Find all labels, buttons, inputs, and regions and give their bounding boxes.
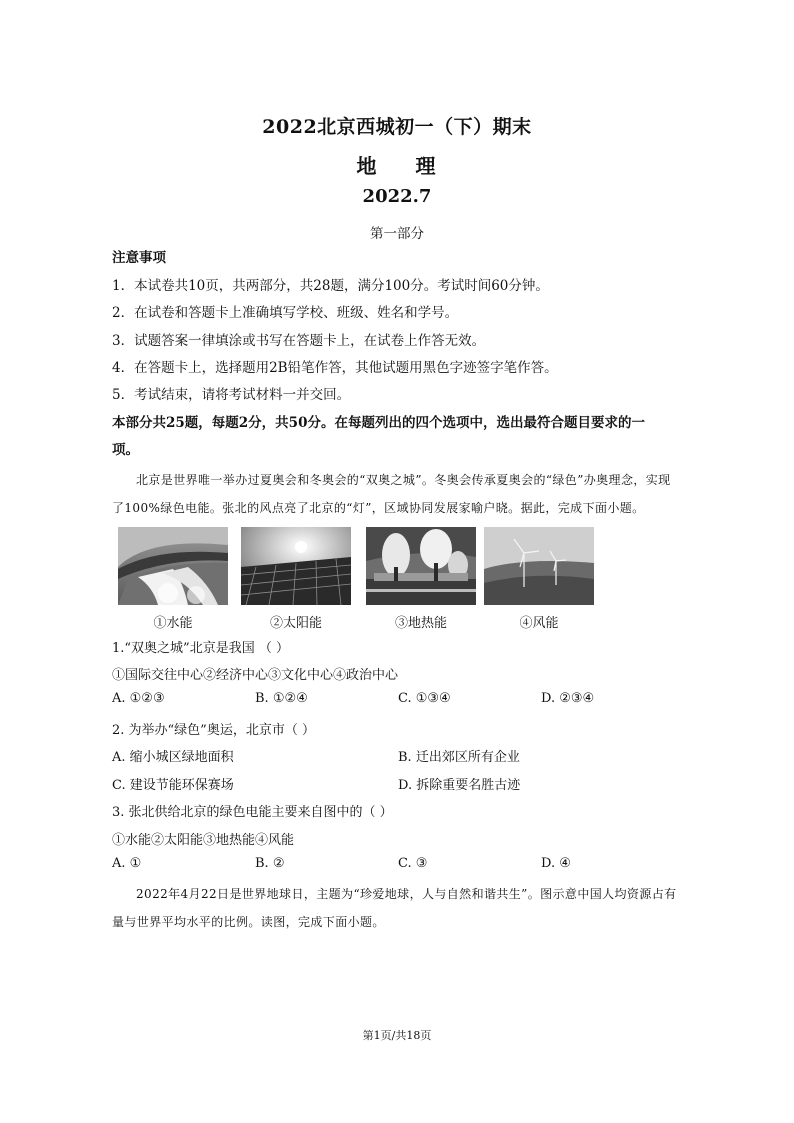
notice-item-5: 5．考试结束，请将考试材料一并交回。 — [112, 387, 351, 403]
question-3-stem: 3. 张北供给北京的绿色电能主要来自图中的（ ） — [112, 805, 393, 820]
question-3-option-c: C. ③ — [398, 856, 428, 871]
question-1-statement: ①国际交往中心②经济中心③文化中心④政治中心 — [112, 668, 399, 683]
question-2-option-b: B. 迁出郊区所有企业 — [398, 750, 520, 765]
question-3-option-d: D. ④ — [541, 856, 571, 871]
page-footer: 第1页/共18页 — [362, 1029, 432, 1042]
question-1-option-c: C. ①③④ — [398, 691, 451, 706]
question-2-option-a: A. 缩小城区绿地面积 — [112, 750, 234, 765]
notice-item-1: 1．本试卷共10页，共两部分，共28题，满分100分。考试时间60分钟。 — [112, 278, 549, 294]
question-1-stem: 1.“双奥之城”北京是我国 （ ） — [112, 641, 289, 656]
passage-2: 2022年4月22日是世界地球日，主题为“珍爱地球，人与自然和谐共生”。图示意中国人均资源占有量与世界平均水平的比例。读图，完成下面小题。 — [112, 887, 677, 929]
page-title: 2022北京西城初一（下）期末 — [262, 116, 532, 138]
geothermal-plant-photo — [366, 527, 476, 605]
question-1-option-d: D. ②③④ — [541, 691, 595, 706]
section-intro-line1: 本部分共25题，每题2分，共50分。在每题列出的四个选项中，选出最符合题目要求的一 — [112, 415, 645, 431]
question-2-stem: 2. 为举办“绿色”奥运，北京市（ ） — [112, 723, 315, 738]
image-caption-hydro: ①水能 — [153, 616, 193, 631]
solar-panel-photo — [241, 527, 351, 605]
question-1-option-b: B. ①②④ — [255, 691, 308, 706]
question-3-option-b: B. ② — [255, 856, 285, 871]
question-2-option-c: C. 建设节能环保赛场 — [112, 778, 234, 793]
subject-title: 地 理 — [356, 154, 438, 178]
notice-item-4: 4．在答题卡上，选择题用2B铅笔作答，其他试题用黑色字迹签字笔作答。 — [112, 360, 558, 376]
image-caption-geothermal: ③地热能 — [394, 616, 447, 631]
passage-1: 北京是世界唯一举办过夏奥会和冬奥会的“双奥之城”。冬奥会传承夏奥会的“绿色”办奥理念，实现了100%绿色电能。张北的风点亮了北京的“灯”，区域协同发展家喻户晓。据此，完成下面小题。 — [112, 473, 671, 515]
hydropower-dam-photo — [118, 527, 228, 605]
notice-item-3: 3．试题答案一律填涂或书写在答题卡上，在试卷上作答无效。 — [112, 333, 486, 349]
exam-date: 2022.7 — [362, 186, 432, 207]
question-3-option-a: A. ① — [112, 856, 142, 871]
wind-turbine-photo — [484, 527, 594, 605]
section-intro-line2: 项。 — [112, 442, 139, 458]
image-caption-solar: ②太阳能 — [269, 616, 322, 631]
question-2-option-d: D. 拆除重要名胜古迹 — [398, 778, 521, 793]
question-1-option-a: A. ①②③ — [112, 691, 165, 706]
notice-item-2: 2．在试卷和答题卡上准确填写学校、班级、姓名和学号。 — [112, 305, 459, 321]
question-3-statement: ①水能②太阳能③地热能④风能 — [112, 833, 295, 848]
image-caption-wind: ④风能 — [519, 616, 559, 631]
notice-heading: 注意事项 — [112, 250, 166, 266]
part-heading: 第一部分 — [370, 226, 424, 242]
